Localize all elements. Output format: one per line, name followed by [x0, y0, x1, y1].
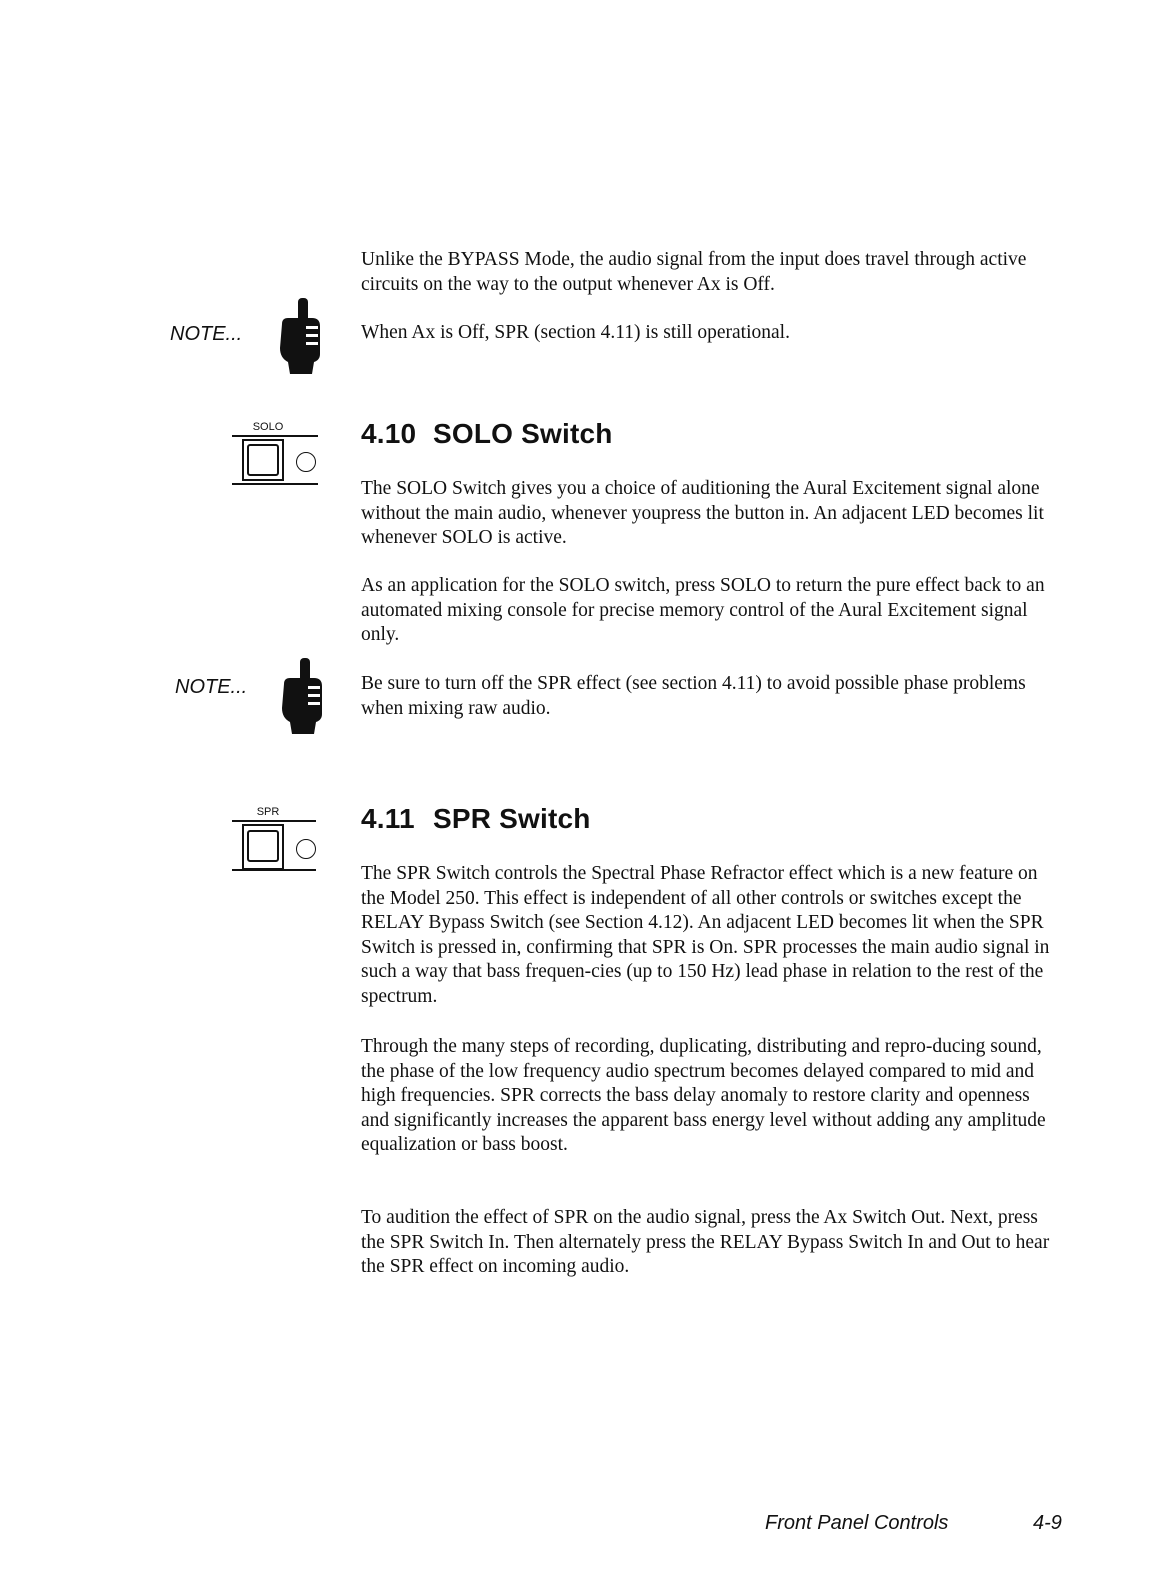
solo-paragraph-2: As an application for the SOLO switch, press SOLO to return the pure effect back to an automated mixing console for precise memory control of the Aural Excitement signal only.	[361, 575, 1045, 645]
footer-page-number: 4-9	[1033, 1512, 1062, 1534]
spr-paragraph-1: The SPR Switch controls the Spectral Phase Refractor effect which is a new feature on the Model 250. This effect is independent of all other controls or switches except the RELAY Bypass Switch (see Section 4.12). An adjacent LED becomes lit when the SPR Switch is pressed in, confirming that SPR is On. SPR processes the main audio signal in such a way that bass frequen-cies (up to 150 Hz) lead phase in relation to the rest of the spectrum.	[361, 863, 1050, 1007]
solo-note-text: Be sure to turn off the SPR effect (see section 4.11) to avoid possible phase problems when mixing raw audio.	[361, 673, 1026, 719]
switch-rule-top	[232, 435, 318, 437]
solo-paragraph-1: The SOLO Switch gives you a choice of auditioning the Aural Excitement signal alone without the main audio, whenever youpress the button in. An adjacent LED becomes lit whenever SOLO is active.	[361, 478, 1044, 548]
footer-section-name: Front Panel Controls	[765, 1512, 949, 1534]
switch-rule-bottom	[232, 483, 318, 485]
note-label-2: NOTE...	[175, 676, 248, 698]
solo-section-title: SOLO Switch	[433, 418, 613, 449]
spr-paragraph-2: Through the many steps of recording, duplicating, distributing and repro-ducing sound, the phase of the low frequency audio spectrum becomes delayed compared to mid and high frequencies. SPR corrects the bass delay anomaly to restore clarity and openness and significantly increases the apparent bass energy level without adding any amplitude equalization or bass boost.	[361, 1036, 1046, 1155]
spr-switch-icon	[230, 806, 320, 870]
note-text-1: When Ax is Off, SPR (section 4.11) is still operational.	[361, 322, 790, 343]
solo-section-number: 4.10	[361, 418, 417, 449]
note-label-1: NOTE...	[170, 323, 243, 345]
spr-section-title: SPR Switch	[433, 803, 591, 834]
switch-rule-top	[232, 820, 316, 822]
switch-button-cap	[247, 444, 279, 476]
switch-rule-bottom	[232, 869, 316, 871]
spr-heading	[361, 803, 591, 835]
led-indicator-icon	[296, 839, 316, 859]
solo-switch-icon	[230, 421, 320, 485]
spr-paragraph-3: To audition the effect of SPR on the audio signal, press the Ax Switch Out. Next, press the SPR Switch In. Then alternately press the RELAY Bypass Switch In and Out to hear the SPR effect on incoming audio.	[361, 1207, 1050, 1277]
intro-paragraph: Unlike the BYPASS Mode, the audio signal from the input does travel through active circuits on the way to the output whenever Ax is Off.	[361, 249, 1027, 295]
spr-switch-label: SPR	[256, 806, 280, 818]
pointing-hand-icon	[278, 658, 326, 734]
pointing-hand-icon	[276, 298, 324, 374]
solo-switch-label: SOLO	[252, 421, 284, 433]
spr-section-number: 4.11	[361, 803, 415, 834]
led-indicator-icon	[296, 452, 316, 472]
switch-button-cap	[247, 830, 279, 862]
solo-heading	[361, 418, 613, 450]
